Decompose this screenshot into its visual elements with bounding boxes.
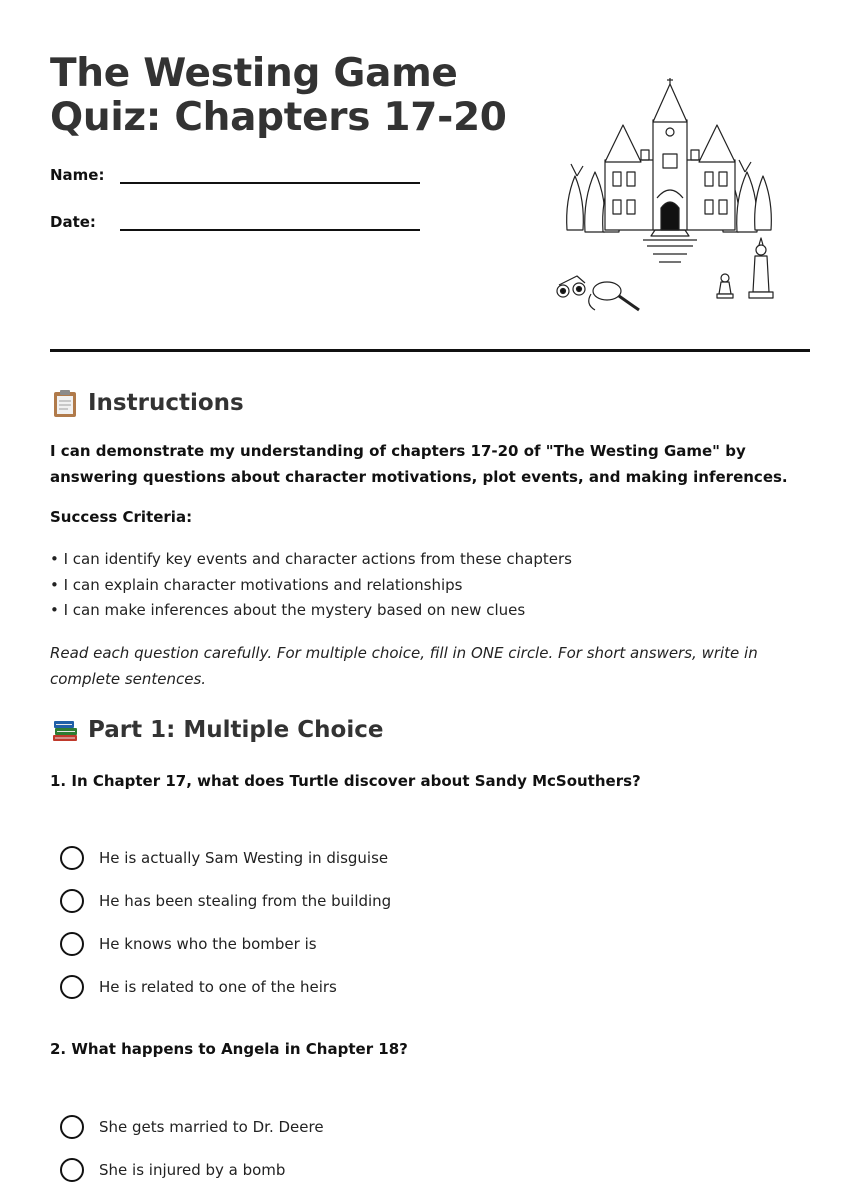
- learning-goal: I can demonstrate my understanding of chapters 17-20 of "The Westing Game" by answering questions about character motivations, plot events, and making inferences.: [50, 442, 788, 486]
- radio-circle[interactable]: [60, 889, 84, 913]
- mansion-illustration: [555, 80, 785, 320]
- radio-circle[interactable]: [60, 1115, 84, 1139]
- quiz-header: [50, 52, 810, 352]
- name-blank-line[interactable]: [120, 182, 420, 184]
- answer-option[interactable]: [60, 965, 391, 1008]
- option-label: He is actually Sam Westing in disguise: [99, 848, 389, 867]
- criteria-item: • I can identify key events and character actions from these chapters: [50, 550, 572, 568]
- name-label: Name:: [50, 166, 105, 184]
- answer-option[interactable]: [60, 836, 391, 879]
- instructions-heading-text: Instructions: [88, 390, 244, 416]
- instructions-heading: [50, 388, 244, 418]
- question-1: 1. In Chapter 17, what does Turtle discover about Sandy McSouthers?: [50, 772, 641, 790]
- answer-option[interactable]: [60, 879, 391, 922]
- radio-circle[interactable]: [60, 1158, 84, 1182]
- option-label: She gets married to Dr. Deere: [99, 1117, 324, 1136]
- question-1-options: [60, 836, 391, 1008]
- option-label: She is injured by a bomb: [99, 1160, 286, 1179]
- title-line-1: The Westing Game: [50, 51, 458, 96]
- option-label: He knows who the bomber is: [99, 934, 317, 953]
- date-blank-line[interactable]: [120, 229, 420, 231]
- question-2-options: [60, 1105, 324, 1191]
- date-field: [50, 213, 420, 231]
- header-divider: [50, 349, 810, 352]
- books-icon: [50, 715, 80, 745]
- question-2: 2. What happens to Angela in Chapter 18?: [50, 1040, 408, 1058]
- name-field: [50, 166, 420, 184]
- criteria-item: • I can explain character motivations and relationships: [50, 575, 463, 594]
- criteria-item: • I can make inferences about the mystery based on new clues: [50, 601, 526, 619]
- option-label: He has been stealing from the building: [99, 891, 392, 910]
- answer-option[interactable]: [60, 1148, 324, 1191]
- directions-text: Read each question carefully. For multiple choice, fill in ONE circle. For short answers, write in complete sentences.: [50, 644, 758, 688]
- success-criteria-title: Success Criteria:: [50, 508, 193, 526]
- clipboard-icon: [50, 388, 80, 418]
- option-label: He is related to one of the heirs: [99, 977, 337, 996]
- multiple-choice-heading: [50, 715, 383, 745]
- radio-circle[interactable]: [60, 846, 84, 870]
- title-line-2: Quiz: Chapters 17-20: [50, 95, 507, 140]
- answer-option[interactable]: [60, 1105, 324, 1148]
- success-criteria-list: [50, 547, 572, 624]
- radio-circle[interactable]: [60, 932, 84, 956]
- multiple-choice-heading-text: Part 1: Multiple Choice: [88, 717, 384, 743]
- answer-option[interactable]: [60, 922, 391, 965]
- radio-circle[interactable]: [60, 975, 84, 999]
- date-label: Date:: [50, 213, 96, 231]
